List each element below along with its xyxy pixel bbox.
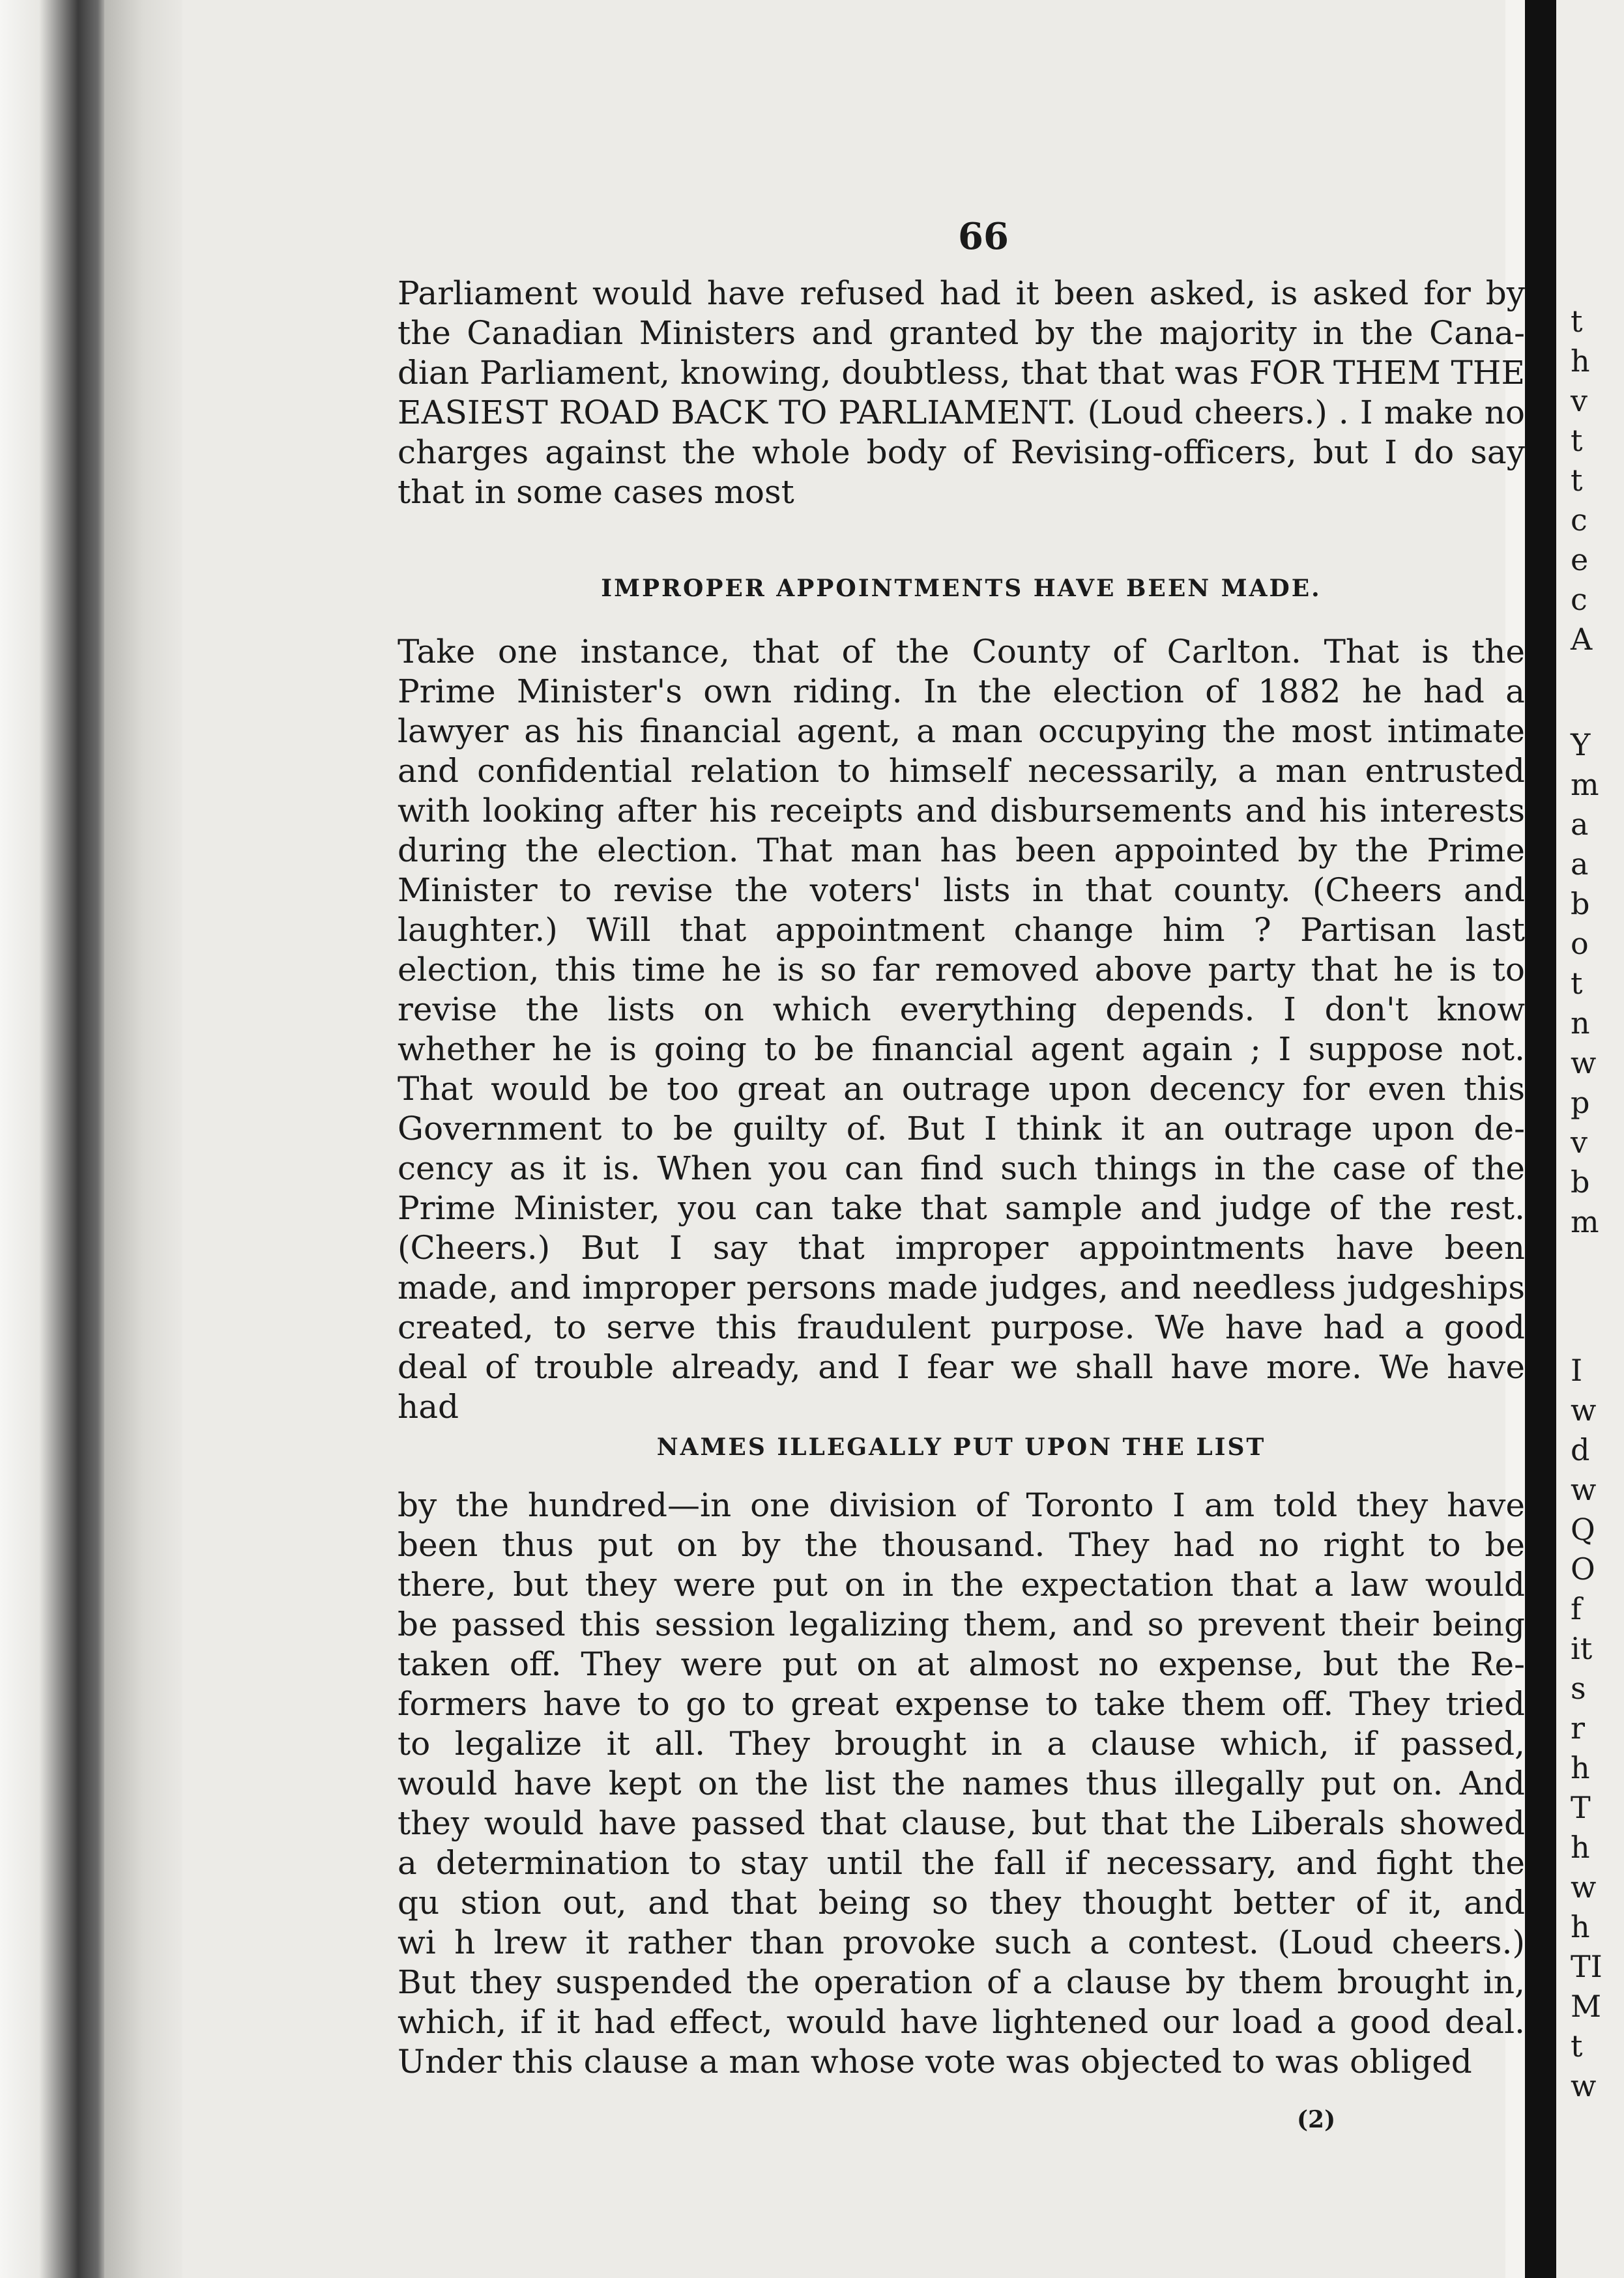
text-line: be passed this session legalizing them, and so prevent their being (398, 1606, 1525, 1643)
text-line: been thus put on by the thousand. They had no right to be (398, 1526, 1525, 1564)
next-page-fragment: h (1571, 1909, 1590, 1944)
next-page-fragment: v (1571, 383, 1588, 418)
next-page-fragment: e (1571, 542, 1589, 577)
text-line: laughter.) Will that appointment change him ? Partisan last (398, 911, 1525, 949)
signature-mark: (2) (1297, 2106, 1336, 2133)
next-page-fragment: t (1571, 304, 1583, 339)
next-page-fragment: it (1571, 1631, 1593, 1666)
text-line: whether he is going to be financial agent again ; I suppose not. (398, 1030, 1525, 1068)
text-line: and confidential relation to himself necessarily, a man entrusted (398, 752, 1525, 790)
next-page-fragment: r (1571, 1710, 1585, 1746)
next-page-fragment: s (1571, 1671, 1586, 1706)
next-page-fragment: w (1571, 1045, 1597, 1080)
text-line: EASIEST ROAD BACK TO PARLIAMENT. (Loud cheers.) . I make no (398, 394, 1525, 431)
text-line: had (398, 1388, 459, 1426)
next-page-fragment: w (1571, 1392, 1597, 1428)
next-page-fragment: c (1571, 582, 1588, 617)
next-page-fragment: t (1571, 423, 1583, 458)
text-line: Prime Minister's own riding. In the election of 1882 he had a (398, 672, 1525, 710)
next-page-fragment: b (1571, 886, 1590, 921)
text-line: by the hundred—in one division of Toronto I am told they have (398, 1486, 1525, 1524)
text-line: they would have passed that clause, but that the Liberals showed (398, 1804, 1525, 1842)
text-line: But they suspended the operation of a clause by them brought in, (398, 1963, 1525, 2001)
text-line: during the election. That man has been appointed by the Prime (398, 831, 1525, 869)
text-line: deal of trouble already, and I fear we shall have more. We have (398, 1348, 1525, 1386)
text-line: Government to be guilty of. But I think it an outrage upon de- (398, 1110, 1525, 1147)
text-line: That would be too great an outrage upon decency for even this (398, 1070, 1525, 1108)
binding-edge (0, 0, 104, 2278)
next-page-fragment: Q (1571, 1512, 1595, 1547)
next-page-fragment: o (1571, 926, 1589, 961)
text-line: Parliament would have refused had it been asked, is asked for by (398, 274, 1525, 312)
next-page-fragment: w (1571, 1869, 1597, 1905)
text-line: Under this clause a man whose vote was objected to was obliged (398, 2043, 1472, 2081)
next-page-fragment: I (1571, 1353, 1583, 1388)
next-page-edge (1556, 0, 1624, 2278)
next-page-fragment: t (1571, 463, 1583, 498)
text-line: election, this time he is so far removed above party that he is to (398, 951, 1525, 988)
next-page-fragment: a (1571, 846, 1589, 882)
section-heading-improper-appointments: IMPROPER APPOINTMENTS HAVE BEEN MADE. (601, 575, 1322, 602)
text-line: lawyer as his financial agent, a man occupying the most intimate (398, 712, 1525, 750)
next-page-fragment: A (1571, 622, 1593, 657)
text-line: (Cheers.) But I say that improper appointments have been (398, 1229, 1525, 1267)
text-line: a determination to stay until the fall if necessary, and fight the (398, 1844, 1525, 1882)
gutter-shadow (104, 0, 182, 2278)
next-page-fragment: w (1571, 2068, 1597, 2103)
text-line: with looking after his receipts and disbursements and his interests (398, 792, 1525, 829)
next-page-fragment: b (1571, 1164, 1590, 1200)
text-line: created, to serve this fraudulent purpose. We have had a good (398, 1308, 1525, 1346)
next-page-fragment: m (1571, 1204, 1599, 1239)
next-page-fragment: v (1571, 1125, 1588, 1160)
next-page-fragment: M (1571, 1989, 1602, 2024)
next-page-fragment: TI (1571, 1949, 1602, 1984)
text-line: Take one instance, that of the County of Carlton. That is the (398, 633, 1525, 670)
text-line: cency as it is. When you can find such things in the case of the (398, 1149, 1525, 1187)
text-line: dian Parliament, knowing, doubtless, that that was FOR THEM THE (398, 354, 1525, 392)
next-page-fragment: h (1571, 1750, 1590, 1785)
text-line: made, and improper persons made judges, and needless judgeships (398, 1269, 1525, 1306)
page-divider (1525, 0, 1556, 2278)
next-page-fragment: Y (1571, 727, 1591, 762)
next-page-fragment: f (1571, 1591, 1582, 1626)
text-line: would have kept on the list the names thus illegally put on. And (398, 1765, 1525, 1802)
text-line: to legalize it all. They brought in a clause which, if passed, (398, 1725, 1525, 1763)
next-page-fragment: d (1571, 1432, 1590, 1467)
next-page-fragment: w (1571, 1472, 1597, 1507)
paragraph-3 (398, 1486, 1525, 2082)
page-number: 66 (958, 215, 1009, 258)
next-page-fragment: t (1571, 966, 1583, 1001)
next-page-fragment: h (1571, 343, 1590, 379)
text-line: Prime Minister, you can take that sample and judge of the rest. (398, 1189, 1525, 1227)
text-line: the Canadian Ministers and granted by the majority in the Cana- (398, 314, 1525, 352)
next-page-fragment: h (1571, 1830, 1590, 1865)
next-page-fragment: O (1571, 1551, 1595, 1587)
paragraph-2 (398, 632, 1525, 1427)
text-line: which, if it had effect, would have lightened our load a good deal. (398, 2003, 1525, 2041)
text-line: formers have to go to great expense to take them off. They tried (398, 1685, 1525, 1723)
text-line: qu stion out, and that being so they thought better of it, and (398, 1884, 1525, 1922)
paragraph-1 (398, 274, 1525, 512)
text-line: there, but they were put on in the expectation that a law would (398, 1566, 1525, 1604)
text-line: wi h lrew it rather than provoke such a contest. (Loud cheers.) (398, 1924, 1525, 1961)
next-page-fragment: n (1571, 1005, 1590, 1041)
text-line: Minister to revise the voters' lists in that county. (Cheers and (398, 871, 1525, 909)
text-line: revise the lists on which everything depends. I don't know (398, 990, 1525, 1028)
next-page-fragment: p (1571, 1085, 1590, 1120)
next-page-fragment: c (1571, 502, 1588, 538)
text-line: charges against the whole body of Revising-officers, but I do say (398, 433, 1525, 471)
section-heading-names-illegally: NAMES ILLEGALLY PUT UPON THE LIST (656, 1434, 1266, 1461)
next-page-fragment: m (1571, 767, 1599, 802)
next-page-fragment: a (1571, 807, 1589, 842)
text-line: taken off. They were put on at almost no expense, but the Re- (398, 1645, 1525, 1683)
next-page-fragment: T (1571, 1790, 1591, 1825)
next-page-fragment: t (1571, 2028, 1583, 2064)
text-line: that in some cases most (398, 473, 794, 511)
